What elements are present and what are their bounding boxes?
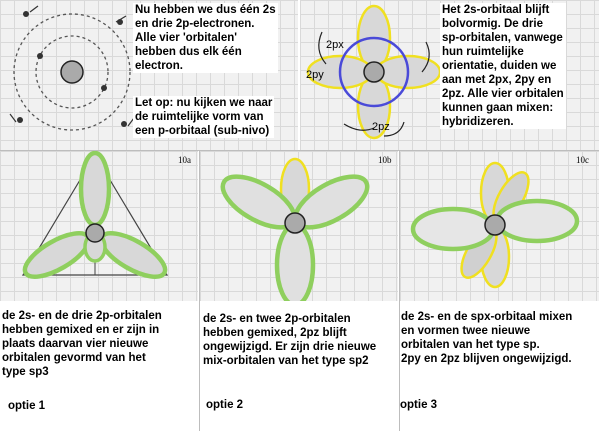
option-2-text: de 2s- en twee 2p-orbitalen hebben gemixed, 2pz blijft ongewijzigd. Er zijn drie nieuwe mix-orbitalen van het type sp2 bbox=[203, 313, 377, 367]
option-1-label: optie 1 bbox=[8, 400, 46, 412]
sp-panel bbox=[400, 151, 599, 301]
option-3-text: de 2s- en de spx-orbitaal mixen en vormen twee nieuwe orbitalen van het type sp. 2py en 2pz blijven ongewijzigd. bbox=[401, 311, 573, 365]
p-orbital-text: Het 2s-orbitaal blijft bolvormig. De drie sp-orbitalen, vanwege hun ruimtelijke orientatie, duiden we aan met 2px, 2py en 2pz. Alle vier orbitalen kunnen gaan mixen: hybridizeren. bbox=[442, 4, 564, 128]
corner-10c: 10c bbox=[576, 155, 589, 165]
option-1-text: de 2s- en de drie 2p-orbitalen hebben gemixed en er zijn in plaats daarvan vier nieuwe orbitalen gevormd van het type sp3 bbox=[2, 310, 162, 378]
sp3-sketch bbox=[0, 151, 198, 301]
sp3-panel bbox=[0, 151, 198, 301]
option-2-label: optie 2 bbox=[206, 399, 244, 411]
sp-sketch bbox=[400, 151, 599, 301]
sp2-sketch bbox=[200, 151, 398, 301]
atom-note: Let op: nu kijken we naar de ruimtelijke vorm van een p-orbitaal (sub-nivo) bbox=[135, 97, 273, 137]
option-3-label: optie 3 bbox=[400, 399, 438, 411]
label-2py: 2py bbox=[306, 69, 324, 81]
label-2px: 2px bbox=[326, 39, 344, 51]
p-orbital-panel bbox=[300, 0, 599, 150]
divider bbox=[199, 301, 200, 431]
atom-panel bbox=[0, 0, 298, 150]
corner-10a: 10a bbox=[178, 155, 191, 165]
corner-10b: 10b bbox=[378, 155, 392, 165]
label-2pz: 2pz bbox=[372, 121, 390, 133]
sp2-panel bbox=[200, 151, 398, 301]
atom-text: Nu hebben we dus één 2s en drie 2p-electronen. Alle vier 'orbitalen' hebben dus elk één electron. bbox=[135, 4, 276, 72]
